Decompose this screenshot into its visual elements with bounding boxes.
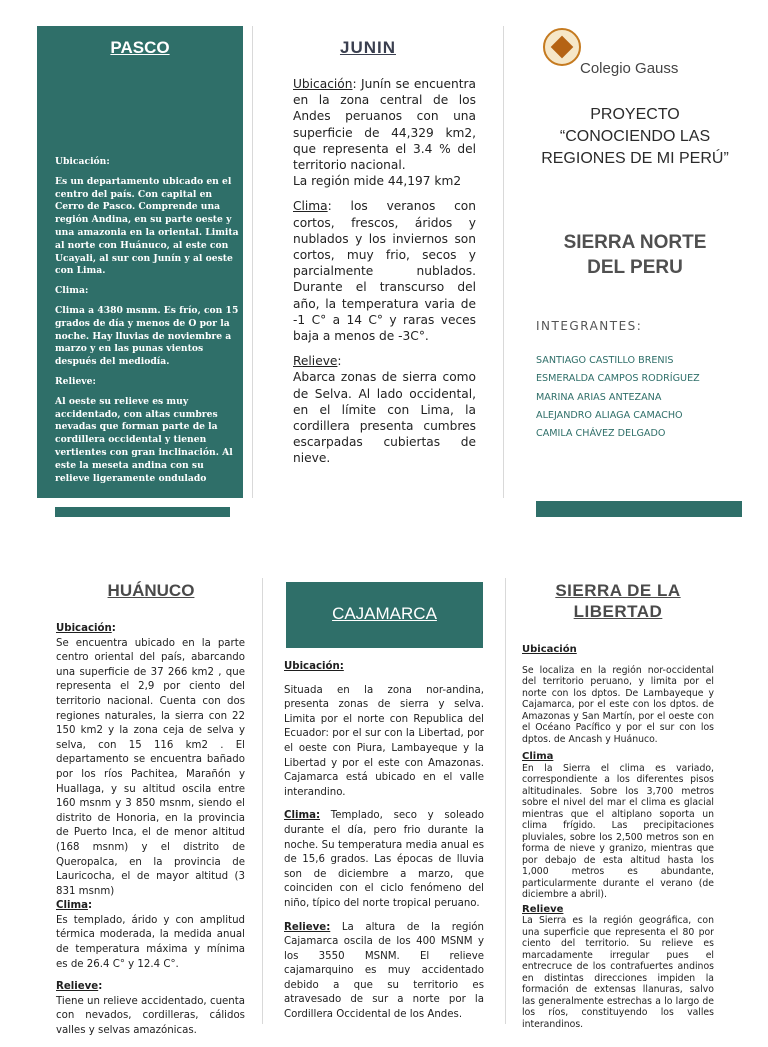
cajamarca-relieve-label: Relieve: [284,921,331,933]
main-title [528,230,742,280]
libertad-body [522,644,714,1036]
pasco-ubicacion-text: Es un departamento ubicado en el centro del país. Con capital en Cerro de Pasco. Comprende una región Andina, en su parte oeste y una amazonia en la oriental. Limita al norte con Huánuco, al este con Ucayali, al sur con Junín y al oeste con Lima. [55,175,239,277]
cajamarca-body [284,660,484,1032]
main-title-line1: SIERRA NORTE [563,232,707,253]
cajamarca-relieve-text: La altura de la región Cajamarca oscila de los 400 MSNM y los 3550 MSNM. El relieve cajamarquino es muy accidentado debido a que su territorio es atravesado de sur a norte por la Cordillera Occidental de los Andes. [284,921,484,1021]
cajamarca-clima-label: Clima: [284,810,321,822]
cajamarca-ubicacion-text: Situada en la zona nor-andina, presenta zonas de sierra y selva. Limita por el norte con Republica del Ecuador: por el sur con la Libertad, por el oeste con Piura, Lambayeque y la Libertad y por el este con Amazonas. Cajamarca está ubicado en el valle interandino. [284,684,484,798]
junin-ubicacion-text: : Junín se encuentra en la zona central de los Andes peruanos con una superficie de 44,329 km2, que representa el 3.4 % del territorio nacional. [293,77,476,173]
pasco-clima-text: Clima a 4380 msnm. Es frío, con 15 grados de día y menos de O por la noche. Hay lluvias de noviembre a marzo y en las punas vientos después del mediodía. [55,304,239,368]
member-item: CAMILA CHÁVEZ DELGADO [536,428,666,440]
junin-ubicacion [293,76,476,189]
libertad-clima-label: Clima [522,751,554,762]
huanuco-ubicacion-colon: : [111,623,116,634]
huanuco-title: HUÁNUCO [107,581,195,600]
libertad-title-line2: LIBERTAD [573,602,663,621]
libertad-relieve-label: Relieve [522,903,564,915]
huanuco-clima-colon: : [87,900,93,912]
huanuco-relieve [56,980,245,1038]
school-logo-icon [543,28,581,66]
pasco-title: PASCO [110,38,170,57]
project-title-line2: “CONOCIENDO LAS REGIONES DE MI PERÚ” [541,128,729,167]
libertad-relieve-text: La Sierra es la región geográfica, con una superficie que representa el 80 por ciento del territorio. Su relieve es marcadamente irregular pues el entrecruce de los contrafuertes andinos en distintas direcciones impiden la formación de extensas llanuras, salvo las generalmente estrechas a lo largo de los ríos, constituyendo los valles interandinos. [522,915,714,1030]
huanuco-body [56,622,245,1047]
huanuco-clima [56,899,245,972]
huanuco-ubicacion [56,622,245,899]
libertad-ubicacion-text: Se localiza en la región nor-occidental del territorio peruano, y limita por el norte con los dptos. De Lambayeque y Cajamarca, por el este con los dptos. de Amazonas y San Martín, por el oeste con el Océano Pacífico y por el sur con los dptos. de Ancash y Huánuco. [522,664,714,745]
pasco-body [55,156,241,492]
member-item: ESMERALDA CAMPOS RODRÍGUEZ [536,373,700,385]
libertad-clima-text: En la Sierra el clima es variado, correspondiente a los diferentes pisos altitudinales. Sobre los 3,700 metros sobre el nivel del mar el clima es glacial mientras que el altiplano soporta un clima frígido. Las precipitaciones pluviales, sobre los 2,500 metros son en forma de nieve y granizo, mientras que por debajo de esta altitud hasta los 1,000 metros es abundante, particularmente durante el verano (de diciembre a abril). [522,762,714,900]
cajamarca-title-box [286,582,483,648]
member-item: ALEJANDRO ALIAGA CAMACHO [536,409,683,421]
huanuco-ubicacion-label: Ubicación [56,623,112,634]
junin-clima-text: : los veranos con cortos, frescos, áridos y nublados y los inviernos son cortos, muy frio, secos y parcialmente nublados. Durante el transcurso del año, la temperatura varia de -1 C° a 14 C° y raras veces baja a menos de -3C°. [293,199,476,344]
cover-bottom-bar [536,501,742,517]
junin-region-text: La región mide 44,197 km2 [293,174,462,189]
libertad-relieve [522,904,714,1031]
pasco-relieve-text: Al oeste su relieve es muy accidentado, con altas cumbres nevadas que forman parte de la cordillera occidental y tienen vertientes con gran inclinación. Al este la meseta andina con su relieve ligeramente ondulado [55,395,233,484]
fold-line-page1-left [252,26,253,498]
fold-line-page2-left [262,578,263,1024]
cajamarca-relieve [284,921,484,1023]
cajamarca-title: CAJAMARCA [332,604,437,623]
junin-body [293,76,476,476]
huanuco-relieve-label: Relieve [56,981,99,993]
libertad-title-line1: SIERRA DE LA [555,581,681,600]
huanuco-ubicacion-text: Se encuentra ubicado en la parte centro oriental del país, abarcando una superficie de 37 266 km2 , que representa el 2,9 por ciento del territorio nacional. Cuenta con dos regiones naturales, la sierra con 22 150 km2 y la zona ceja de selva y selva, con 15 116 km2 . El departamento se encuentra bañado por los ríos Pachitea, Marañón y Huallaga, y su altitud oscila entre 160 msnm y 3 850 msnm, siendo el distrito de Honoria, en la provincia de Puerto Inca, el de menor altitud (168 msnm) y el distrito de Queropalca, en la provincia de Lauricocha, el de mayor altitud (3 831 msnm) [56,637,245,897]
fold-line-page2-right [505,578,506,1024]
junin-title: JUNIN [339,38,396,57]
fold-line-page1-right [503,26,504,498]
junin-ubicacion-label: Ubicación [293,77,353,91]
libertad-clima [522,751,714,901]
junin-relieve-label: Relieve [293,354,338,369]
member-item: SANTIAGO CASTILLO BRENIS [536,355,674,366]
members-label: INTEGRANTES: [536,319,643,333]
pasco-bottom-bar [55,507,230,517]
junin-relieve-text: Abarca zonas de sierra como de Selva. Al lado occidental, en el límite con Lima, la cordillera presenta cumbres escarpadas cubiertas de nieve. [293,370,476,466]
huanuco-relieve-colon: : [98,981,103,993]
huanuco-clima-label: Clima [56,900,88,912]
main-title-line2: DEL PERU [587,257,683,278]
junin-relieve [293,353,476,466]
huanuco-clima-text: Es templado, árido y con amplitud térmica moderada, la medida anual de temperatura máxima y mínima es de 26.4 C° y 12.4 C°. [56,914,245,970]
junin-clima [293,198,476,344]
junin-relieve-colon: : [337,354,342,369]
cajamarca-ubicacion-label: Ubicación: [284,661,344,672]
pasco-panel [37,26,243,498]
libertad-title [520,580,716,622]
pasco-relieve-label: Relieve: [55,375,96,387]
libertad-ubicacion-label: Ubicación [522,644,577,655]
pasco-ubicacion-label: Ubicación: [55,156,110,167]
project-title [528,104,742,170]
junin-clima-label: Clima [293,199,328,214]
huanuco-relieve-text: Tiene un relieve accidentado, cuenta con nevados, cordilleras, cálidos valles y selvas amazónicas. [56,995,245,1037]
project-title-line1: PROYECTO [590,106,680,123]
pasco-clima-label: Clima: [55,285,89,297]
cajamarca-clima-text: Templado, seco y soleado durante el día, pero frio durante la noche. Su temperatura media anual es de 15,6 grados. Las épocas de lluvia son de diciembre a marzo, que coinciden con el ciclo fenómeno del niño, típico del norte tropical peruano. [284,810,484,909]
cajamarca-clima [284,809,484,911]
members-list [536,352,700,443]
school-name: Colegio Gauss [580,60,679,77]
member-item: MARINA ARIAS ANTEZANA [536,391,662,403]
